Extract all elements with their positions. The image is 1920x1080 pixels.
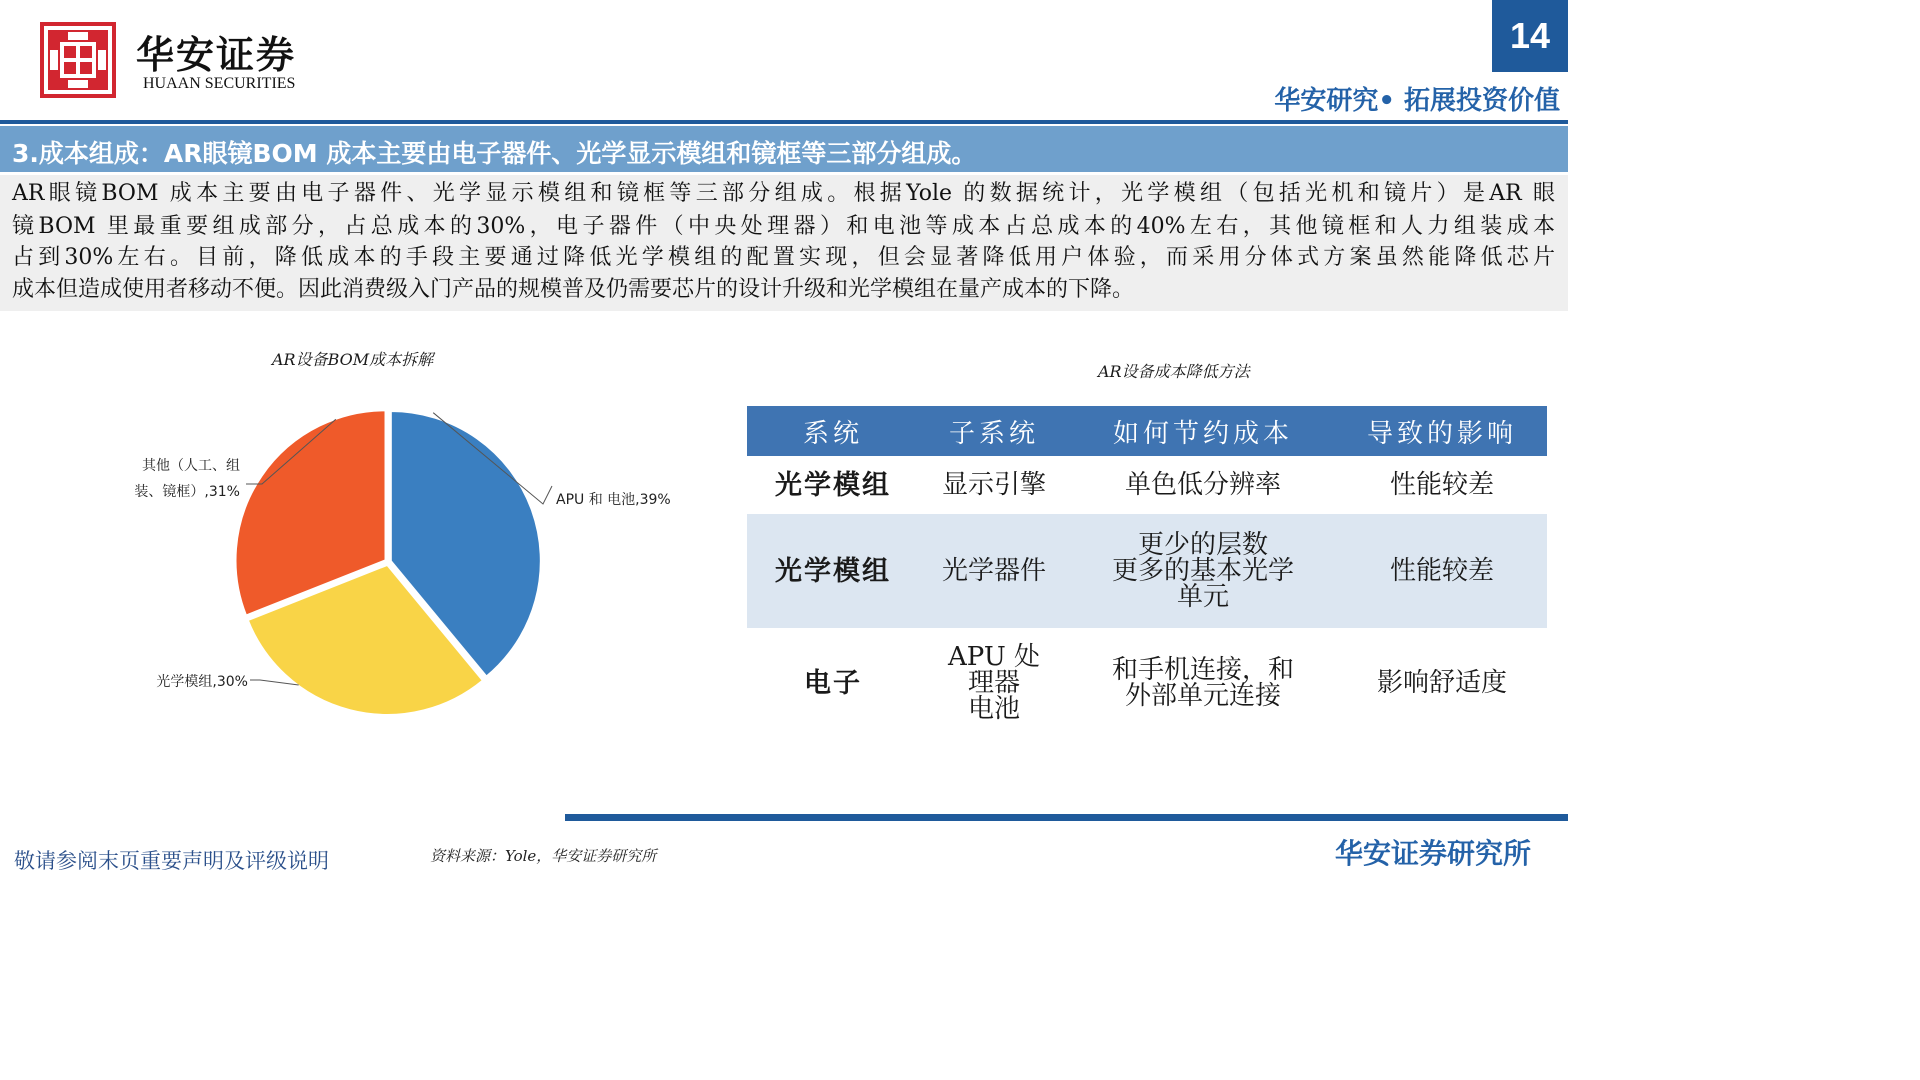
cell-system: 光学模组 (747, 514, 919, 628)
cell-impact: 性能较差 (1337, 514, 1547, 628)
table-row (747, 514, 1547, 628)
table-title: AR设备成本降低方法 (1098, 362, 1250, 381)
cell-method-line: 和手机连接，和 (1111, 655, 1294, 685)
pie-slice-label: APU 和 电池,39% (556, 492, 671, 508)
column-header: 子系统 (919, 406, 1069, 456)
summary-line: AR眼镜BOM 成本主要由电子器件、光学显示模组和镜框等三部分组成。根据Yole 的数据统计，光学模组（包括光机和镜片）是AR 眼 (12, 181, 1555, 206)
page-number: 14 (1492, 0, 1568, 72)
pie-slice-label: 装、镜框）,31% (134, 484, 240, 500)
footer-disclaimer: 敬请参阅末页重要声明及评级说明 (14, 849, 329, 873)
cell-method-line: 单元 (1176, 582, 1229, 612)
table-row (747, 628, 1547, 738)
footer-brand: 华安证券研究所 (1335, 837, 1532, 870)
pie-slice-label: 光学模组,30% (156, 674, 248, 690)
source-note: 资料来源：Yole，华安证券研究所 (430, 847, 657, 865)
cell-method: 单色低分辨率 (1069, 456, 1337, 514)
cell-impact: 影响舒适度 (1337, 628, 1547, 738)
header-divider (0, 120, 1568, 124)
bom-cost-pie-chart (100, 380, 740, 740)
summary-line: 成本但造成使用者移动不便。因此消费级入门产品的规模普及仍需要芯片的设计升级和光学模组在量产成本的下降。 (12, 277, 1135, 302)
cell-method (1069, 628, 1337, 738)
header-tagline: 华安研究• 拓展投资价值 (1274, 86, 1560, 116)
pie-slice-label: 其他（人工、组 (142, 458, 240, 474)
cell-subsystem-line: APU 处 (948, 642, 1040, 672)
cell-subsystem: 光学器件 (919, 514, 1069, 628)
logo-chinese-name: 华安证券 (136, 32, 297, 77)
cell-subsystem-line: 电池 (967, 694, 1020, 724)
summary-line: 占到30%左右。目前，降低成本的手段主要通过降低光学模组的配置实现，但会显著降低用户体验，而采用分体式方案虽然能降低芯片 (12, 245, 1555, 270)
summary-line: 镜BOM 里最重要组成部分，占总成本的30%，电子器件（中央处理器）和电池等成本占总成本的40%左右，其他镜框和人力组装成本 (12, 214, 1555, 239)
pie-chart-title: AR设备BOM成本拆解 (272, 350, 434, 369)
cell-subsystem: 显示引擎 (919, 456, 1069, 514)
column-header: 如何节约成本 (1069, 406, 1337, 456)
cell-method-line: 外部单元连接 (1124, 681, 1281, 711)
cell-method (1069, 514, 1337, 628)
cell-system: 光学模组 (747, 456, 919, 514)
column-header: 系统 (747, 406, 919, 456)
table-header-row (747, 406, 1547, 456)
cell-method-line: 更多的基本光学 (1111, 556, 1294, 586)
cell-method-line: 更少的层数 (1137, 530, 1268, 560)
column-header: 导致的影响 (1337, 406, 1547, 456)
cost-reduction-table (747, 406, 1547, 738)
cell-subsystem-line: 理器 (967, 668, 1020, 698)
cell-subsystem (919, 628, 1069, 738)
table-row (747, 456, 1547, 514)
page-title: 3.成本组成：AR眼镜BOM 成本主要由电子器件、光学显示模组和镜框等三部分组成。 (12, 139, 977, 168)
cell-impact: 性能较差 (1337, 456, 1547, 514)
huaan-logo-icon (40, 22, 116, 98)
logo-english-name: HUAAN SECURITIES (143, 75, 296, 92)
cell-system: 电子 (747, 628, 919, 738)
footer-divider (565, 814, 1568, 821)
